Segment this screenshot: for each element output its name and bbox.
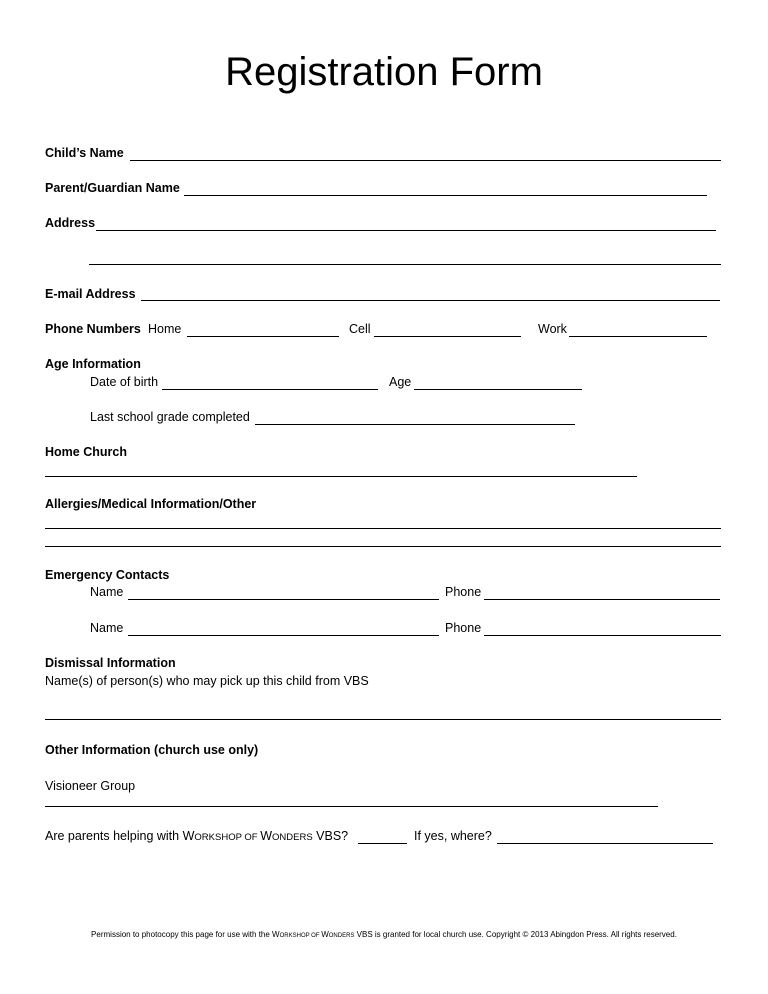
email-address-label: E-mail Address [45, 287, 136, 301]
if-yes-where-label: If yes, where? [414, 829, 492, 843]
age-information-heading: Age Information [45, 357, 141, 371]
emergency-name-field-1[interactable] [128, 599, 439, 600]
dismissal-heading: Dismissal Information [45, 656, 176, 670]
emergency-name-label-1: Name [90, 585, 124, 599]
emergency-phone-label-1: Phone [445, 585, 482, 599]
phone-cell-field[interactable] [374, 336, 521, 337]
emergency-phone-field-2[interactable] [484, 635, 721, 636]
date-of-birth-label: Date of birth [90, 375, 159, 389]
parents-helping-field[interactable] [358, 843, 407, 844]
dismissal-subtext: Name(s) of person(s) who may pick up this child from VBS [45, 674, 369, 688]
emergency-phone-label-2: Phone [445, 621, 482, 635]
last-grade-label: Last school grade completed [90, 410, 250, 424]
if-yes-where-field[interactable] [497, 843, 713, 844]
emergency-name-field-2[interactable] [128, 635, 439, 636]
phone-cell-label: Cell [349, 322, 371, 336]
allergies-heading: Allergies/Medical Information/Other [45, 497, 257, 511]
other-info-heading: Other Information (church use only) [45, 743, 259, 757]
phone-work-label: Work [538, 322, 567, 336]
childs-name-field[interactable] [130, 160, 721, 161]
date-of-birth-field[interactable] [162, 389, 378, 390]
parents-helping-question: Are parents helping with WORKSHOP OF WONDERS VBS? [45, 829, 349, 843]
last-grade-field[interactable] [255, 424, 575, 425]
address-label: Address [45, 216, 96, 230]
visioneer-group-field[interactable] [45, 806, 658, 807]
address-field-line-1[interactable] [96, 230, 716, 231]
email-address-field[interactable] [141, 300, 720, 301]
phone-numbers-label: Phone Numbers [45, 322, 141, 336]
age-label: Age [389, 375, 412, 389]
page-title: Registration Form [225, 50, 543, 94]
allergies-field-line-1[interactable] [45, 528, 721, 529]
home-church-field[interactable] [45, 476, 637, 477]
emergency-name-label-2: Name [90, 621, 124, 635]
age-field[interactable] [414, 389, 582, 390]
phone-home-field[interactable] [187, 336, 339, 337]
dismissal-field[interactable] [45, 719, 721, 720]
visioneer-group-label: Visioneer Group [45, 779, 136, 793]
emergency-contacts-heading: Emergency Contacts [45, 568, 170, 582]
address-field-line-2[interactable] [89, 264, 721, 265]
allergies-field-line-2[interactable] [45, 546, 721, 547]
home-church-heading: Home Church [45, 445, 127, 459]
emergency-phone-field-1[interactable] [484, 599, 720, 600]
parent-guardian-name-label: Parent/Guardian Name [45, 181, 180, 195]
phone-work-field[interactable] [569, 336, 707, 337]
phone-home-label: Home [148, 322, 182, 336]
childs-name-label: Child’s Name [45, 146, 124, 160]
parent-guardian-name-field[interactable] [184, 195, 707, 196]
footer-permission-text: Permission to photocopy this page for use with the WORKSHOP OF WONDERS VBS is granted for local church use. Copyright © 2013 Abingdon Press. All rights reserved. [91, 930, 677, 939]
